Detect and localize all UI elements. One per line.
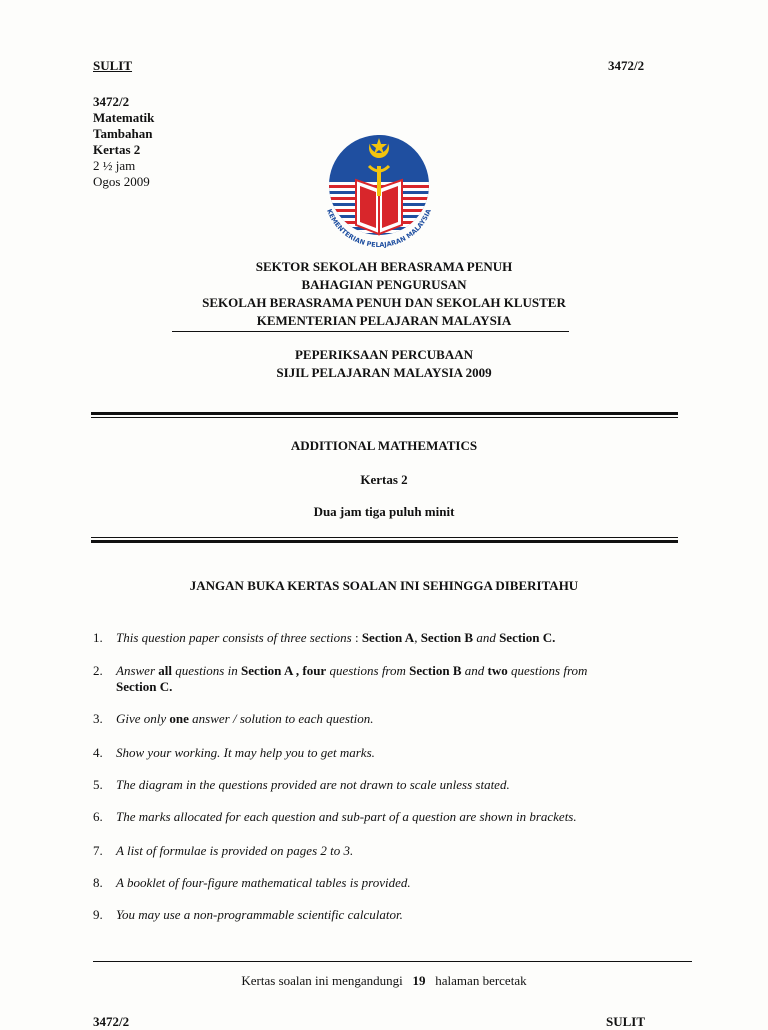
logo-ring-text: KEMENTERIAN PELAJARAN MALAYSIA bbox=[325, 207, 433, 248]
subject-paper: Kertas 2 bbox=[360, 472, 408, 487]
instruction-text bbox=[116, 843, 686, 859]
instruction-number: 6. bbox=[93, 809, 103, 824]
ministry-logo bbox=[316, 130, 442, 248]
exam-line-2: SIJIL PELAJARAN MALAYSIA 2009 bbox=[276, 365, 492, 380]
double-rule-top-b bbox=[91, 417, 678, 418]
instruction-fragment: questions in bbox=[171, 663, 241, 678]
organiser-block bbox=[0, 258, 768, 330]
instruction-fragment: Section A , four bbox=[240, 663, 327, 678]
instruction-fragment: and bbox=[461, 663, 488, 678]
instruction-fragment: questions from bbox=[326, 663, 410, 678]
instruction-fragment: A list of formulae is provided on pages 2 to 3. bbox=[116, 843, 354, 858]
warning-text: JANGAN BUKA KERTAS SOALAN INI SEHINGGA DIBERITAHU bbox=[189, 578, 579, 593]
instruction-number: 8. bbox=[93, 875, 103, 890]
subject-line-2: Tambahan bbox=[93, 126, 153, 141]
double-rule-bottom-b bbox=[91, 540, 678, 543]
page-count-suffix: halaman bercetak bbox=[435, 973, 527, 988]
instruction-fragment: answer / solution to each question. bbox=[188, 711, 374, 726]
instruction-number: 5. bbox=[93, 777, 103, 792]
instruction-fragment: A booklet of four-figure mathematical tables is provided. bbox=[116, 875, 411, 890]
instruction-fragment: Section A bbox=[361, 630, 415, 645]
instruction-text-line-2: Section C. bbox=[116, 679, 173, 694]
instruction-text bbox=[116, 777, 686, 793]
instruction-text bbox=[116, 907, 686, 923]
instruction-fragment: one bbox=[169, 711, 189, 726]
header-code: 3472/2 bbox=[608, 58, 645, 73]
double-rule-top-a bbox=[91, 412, 678, 415]
subject-title: ADDITIONAL MATHEMATICS bbox=[290, 438, 478, 453]
instruction-text bbox=[116, 875, 686, 891]
page-count-line bbox=[0, 973, 768, 989]
instruction-fragment: Section B bbox=[420, 630, 474, 645]
instruction-text bbox=[116, 745, 686, 761]
header-sulit: SULIT bbox=[93, 58, 133, 73]
instruction-fragment: Section B bbox=[409, 663, 462, 678]
paper-number: Kertas 2 bbox=[93, 142, 141, 157]
instruction-fragment: The diagram in the questions provided are not drawn to scale unless stated. bbox=[116, 777, 510, 792]
instruction-number: 4. bbox=[93, 745, 103, 760]
instruction-number: 9. bbox=[93, 907, 103, 922]
instruction-text bbox=[116, 663, 686, 695]
instruction-number: 1. bbox=[93, 630, 103, 645]
instruction-fragment: The marks allocated for each question and sub-part of a question are shown in brackets. bbox=[116, 809, 577, 824]
instruction-fragment: , bbox=[414, 630, 421, 645]
double-rule-bottom-a bbox=[91, 537, 678, 538]
instruction-text bbox=[116, 630, 686, 646]
exam-block bbox=[0, 346, 768, 382]
page-count-number: 19 bbox=[412, 973, 426, 988]
page-count-prefix: Kertas soalan ini mengandungi bbox=[241, 973, 403, 988]
organiser-line-1: SEKTOR SEKOLAH BERASRAMA PENUH bbox=[255, 259, 513, 274]
instruction-text bbox=[116, 809, 686, 825]
footer-sulit: SULIT bbox=[606, 1014, 646, 1029]
instruction-fragment: Section C. bbox=[499, 630, 556, 645]
footer-code: 3472/2 bbox=[93, 1014, 130, 1029]
subject-duration: Dua jam tiga puluh minit bbox=[313, 504, 455, 519]
paper-date: Ogos 2009 bbox=[93, 174, 150, 189]
organiser-line-4: KEMENTERIAN PELAJARAN MALAYSIA bbox=[256, 313, 512, 328]
instruction-number: 2. bbox=[93, 663, 103, 678]
organiser-underline bbox=[172, 331, 569, 332]
instruction-fragment: two bbox=[487, 663, 508, 678]
organiser-line-2: BAHAGIAN PENGURUSAN bbox=[301, 277, 467, 292]
instruction-fragment: questions from bbox=[507, 663, 588, 678]
instruction-fragment: You may use a non-programmable scientific calculator. bbox=[116, 907, 403, 922]
instruction-fragment: Give only bbox=[116, 711, 170, 726]
paper-duration: 2 ½ jam bbox=[93, 158, 136, 173]
organiser-line-3: SEKOLAH BERASRAMA PENUH DAN SEKOLAH KLUSTER bbox=[202, 295, 566, 310]
ministry-crest-icon bbox=[316, 130, 442, 248]
footer-rule bbox=[93, 961, 692, 962]
instruction-fragment: This question paper consists of three sections bbox=[116, 630, 352, 645]
instruction-text bbox=[116, 711, 686, 727]
paper-info bbox=[93, 94, 154, 190]
paper-code: 3472/2 bbox=[93, 94, 130, 109]
instruction-fragment: all bbox=[158, 663, 172, 678]
instruction-fragment: Show your working. It may help you to get marks. bbox=[116, 745, 375, 760]
subject-line-1: Matematik bbox=[93, 110, 155, 125]
instruction-fragment: : bbox=[351, 630, 362, 645]
exam-line-1: PEPERIKSAAN PERCUBAAN bbox=[294, 347, 474, 362]
instruction-fragment: Answer bbox=[116, 663, 159, 678]
instruction-fragment: and bbox=[473, 630, 500, 645]
instruction-number: 7. bbox=[93, 843, 103, 858]
instruction-number: 3. bbox=[93, 711, 103, 726]
